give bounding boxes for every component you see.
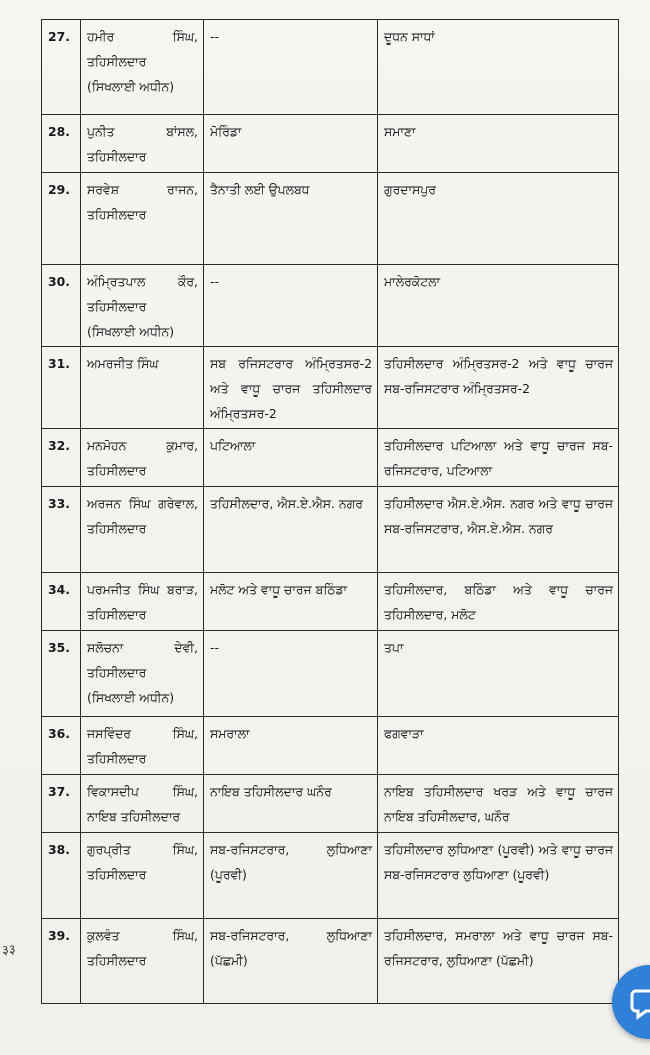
- serial-number-cell: 30.: [42, 265, 81, 347]
- table-row: [42, 20, 619, 115]
- table-row: [42, 775, 619, 833]
- officer-name-cell: ਸਲੋਚਨਾ ਦੇਵੀ, ਤਹਿਸੀਲਦਾਰ (ਸਿਖਲਾਈ ਅਧੀਨ): [81, 631, 204, 717]
- serial-number-cell: 27.: [42, 20, 81, 115]
- table-row: [42, 429, 619, 487]
- table-row: [42, 573, 619, 631]
- table-row: [42, 717, 619, 775]
- table-row: [42, 265, 619, 347]
- new-posting-cell: ਮਾਲੇਰਕੋਟਲਾ: [378, 265, 619, 347]
- current-posting-cell: ਪਟਿਆਲਾ: [204, 429, 378, 487]
- transfer-table-body: [42, 20, 619, 1004]
- officer-name-cell: ਪਰਮਜੀਤ ਸਿੰਘ ਬਰਾੜ, ਤਹਿਸੀਲਦਾਰ: [81, 573, 204, 631]
- officer-name-cell: ਗੁਰਪ੍ਰੀਤ ਸਿੰਘ, ਤਹਿਸੀਲਦਾਰ: [81, 833, 204, 919]
- new-posting-cell: ਤਹਿਸੀਲਦਾਰ ਐਸ.ਏ.ਐਸ. ਨਗਰ ਅਤੇ ਵਾਧੂ ਚਾਰਜ ਸਬ-ਰਜਿਸਟਰਾਰ, ਐਸ.ਏ.ਐਸ. ਨਗਰ: [378, 487, 619, 573]
- margin-handwritten-note: ३३: [1, 942, 17, 959]
- new-posting-cell: ਤਹਿਸੀਲਦਾਰ, ਸਮਰਾਲਾ ਅਤੇ ਵਾਧੂ ਚਾਰਜ ਸਬ-ਰਜਿਸਟਰਾਰ, ਲੁਧਿਆਣਾ (ਪੱਛਮੀ): [378, 919, 619, 1004]
- current-posting-cell: --: [204, 20, 378, 115]
- new-posting-cell: ਤਪਾ: [378, 631, 619, 717]
- new-posting-cell: ਫਗਵਾੜਾ: [378, 717, 619, 775]
- current-posting-cell: ਮਲੋਟ ਅਤੇ ਵਾਧੂ ਚਾਰਜ ਬਠਿੰਡਾ: [204, 573, 378, 631]
- current-posting-cell: ਸਬ ਰਜਿਸਟਰਾਰ ਅੰਮ੍ਰਿਤਸਰ-2 ਅਤੇ ਵਾਧੂ ਚਾਰਜ ਤਹਿਸੀਲਦਾਰ ਅੰਮ੍ਰਿਤਸਰ-2: [204, 347, 378, 429]
- new-posting-cell: ਗੁਰਦਾਸਪੁਰ: [378, 173, 619, 265]
- table-row: [42, 173, 619, 265]
- table-row: [42, 487, 619, 573]
- chat-icon: [630, 983, 650, 1023]
- serial-number-cell: 36.: [42, 717, 81, 775]
- officer-name-cell: ਪੁਨੀਤ ਬਾਂਸਲ, ਤਹਿਸੀਲਦਾਰ: [81, 115, 204, 173]
- table-row: [42, 833, 619, 919]
- transfer-table: [41, 19, 619, 1004]
- serial-number-cell: 35.: [42, 631, 81, 717]
- current-posting-cell: ਸਬ-ਰਜਿਸਟਰਾਰ, ਲੁਧਿਆਣਾ (ਪੱਛਮੀ): [204, 919, 378, 1004]
- serial-number-cell: 34.: [42, 573, 81, 631]
- new-posting-cell: ਤਹਿਸੀਲਦਾਰ ਅੰਮ੍ਰਿਤਸਰ-2 ਅਤੇ ਵਾਧੂ ਚਾਰਜ ਸਬ-ਰਜਿਸਟਰਾਰ ਅੰਮ੍ਰਿਤਸਰ-2: [378, 347, 619, 429]
- table-row: [42, 347, 619, 429]
- table-row: [42, 919, 619, 1004]
- current-posting-cell: ਨਾਇਬ ਤਹਿਸੀਲਦਾਰ ਘਨੌਰ: [204, 775, 378, 833]
- current-posting-cell: --: [204, 631, 378, 717]
- table-row: [42, 631, 619, 717]
- officer-name-cell: ਅੰਮ੍ਰਿਤਪਾਲ ਕੌਰ, ਤਹਿਸੀਲਦਾਰ (ਸਿਖਲਾਈ ਅਧੀਨ): [81, 265, 204, 347]
- officer-name-cell: ਅਮਰਜੀਤ ਸਿੰਘ: [81, 347, 204, 429]
- serial-number-cell: 32.: [42, 429, 81, 487]
- current-posting-cell: ਸਮਰਾਲਾ: [204, 717, 378, 775]
- officer-name-cell: ਸਰਵੇਸ਼ ਰਾਜਨ, ਤਹਿਸੀਲਦਾਰ: [81, 173, 204, 265]
- current-posting-cell: ਤੈਨਾਤੀ ਲਈ ਉਪਲਬਧ: [204, 173, 378, 265]
- serial-number-cell: 31.: [42, 347, 81, 429]
- serial-number-cell: 29.: [42, 173, 81, 265]
- new-posting-cell: ਤਹਿਸੀਲਦਾਰ ਲੁਧਿਆਣਾ (ਪੂਰਵੀ) ਅਤੇ ਵਾਧੂ ਚਾਰਜ ਸਬ-ਰਜਿਸਟਰਾਰ ਲੁਧਿਆਣਾ (ਪੂਰਵੀ): [378, 833, 619, 919]
- new-posting-cell: ਨਾਇਬ ਤਹਿਸੀਲਦਾਰ ਖਰੜ ਅਤੇ ਵਾਧੂ ਚਾਰਜ ਨਾਇਬ ਤਹਿਸੀਲਦਾਰ, ਘਨੌਰ: [378, 775, 619, 833]
- current-posting-cell: ਮੋਰਿੰਡਾ: [204, 115, 378, 173]
- new-posting-cell: ਦੂਧਨ ਸਾਧਾਂ: [378, 20, 619, 115]
- new-posting-cell: ਸਮਾਣਾ: [378, 115, 619, 173]
- officer-name-cell: ਅਰਜਨ ਸਿੰਘ ਗਰੇਵਾਲ, ਤਹਿਸੀਲਦਾਰ: [81, 487, 204, 573]
- current-posting-cell: ਤਹਿਸੀਲਦਾਰ, ਐਸ.ਏ.ਐਸ. ਨਗਰ: [204, 487, 378, 573]
- serial-number-cell: 37.: [42, 775, 81, 833]
- current-posting-cell: ਸਬ-ਰਜਿਸਟਰਾਰ, ਲੁਧਿਆਣਾ (ਪੂਰਵੀ): [204, 833, 378, 919]
- officer-name-cell: ਮਨਮੋਹਨ ਕੁਮਾਰ, ਤਹਿਸੀਲਦਾਰ: [81, 429, 204, 487]
- new-posting-cell: ਤਹਿਸੀਲਦਾਰ, ਬਠਿੰਡਾ ਅਤੇ ਵਾਧੂ ਚਾਰਜ ਤਹਿਸੀਲਦਾਰ, ਮਲੋਟ: [378, 573, 619, 631]
- current-posting-cell: --: [204, 265, 378, 347]
- serial-number-cell: 39.: [42, 919, 81, 1004]
- serial-number-cell: 33.: [42, 487, 81, 573]
- new-posting-cell: ਤਹਿਸੀਲਦਾਰ ਪਟਿਆਲਾ ਅਤੇ ਵਾਧੂ ਚਾਰਜ ਸਬ-ਰਜਿਸਟਰਾਰ, ਪਟਿਆਲਾ: [378, 429, 619, 487]
- officer-name-cell: ਵਿਕਾਸਦੀਪ ਸਿੰਘ, ਨਾਇਬ ਤਹਿਸੀਲਦਾਰ: [81, 775, 204, 833]
- officer-name-cell: ਕੁਲਵੰਤ ਸਿੰਘ, ਤਹਿਸੀਲਦਾਰ: [81, 919, 204, 1004]
- serial-number-cell: 28.: [42, 115, 81, 173]
- serial-number-cell: 38.: [42, 833, 81, 919]
- table-row: [42, 115, 619, 173]
- officer-name-cell: ਜਸਵਿੰਦਰ ਸਿੰਘ, ਤਹਿਸੀਲਦਾਰ: [81, 717, 204, 775]
- officer-name-cell: ਹਮੀਰ ਸਿੰਘ, ਤਹਿਸੀਲਦਾਰ (ਸਿਖਲਾਈ ਅਧੀਨ): [81, 20, 204, 115]
